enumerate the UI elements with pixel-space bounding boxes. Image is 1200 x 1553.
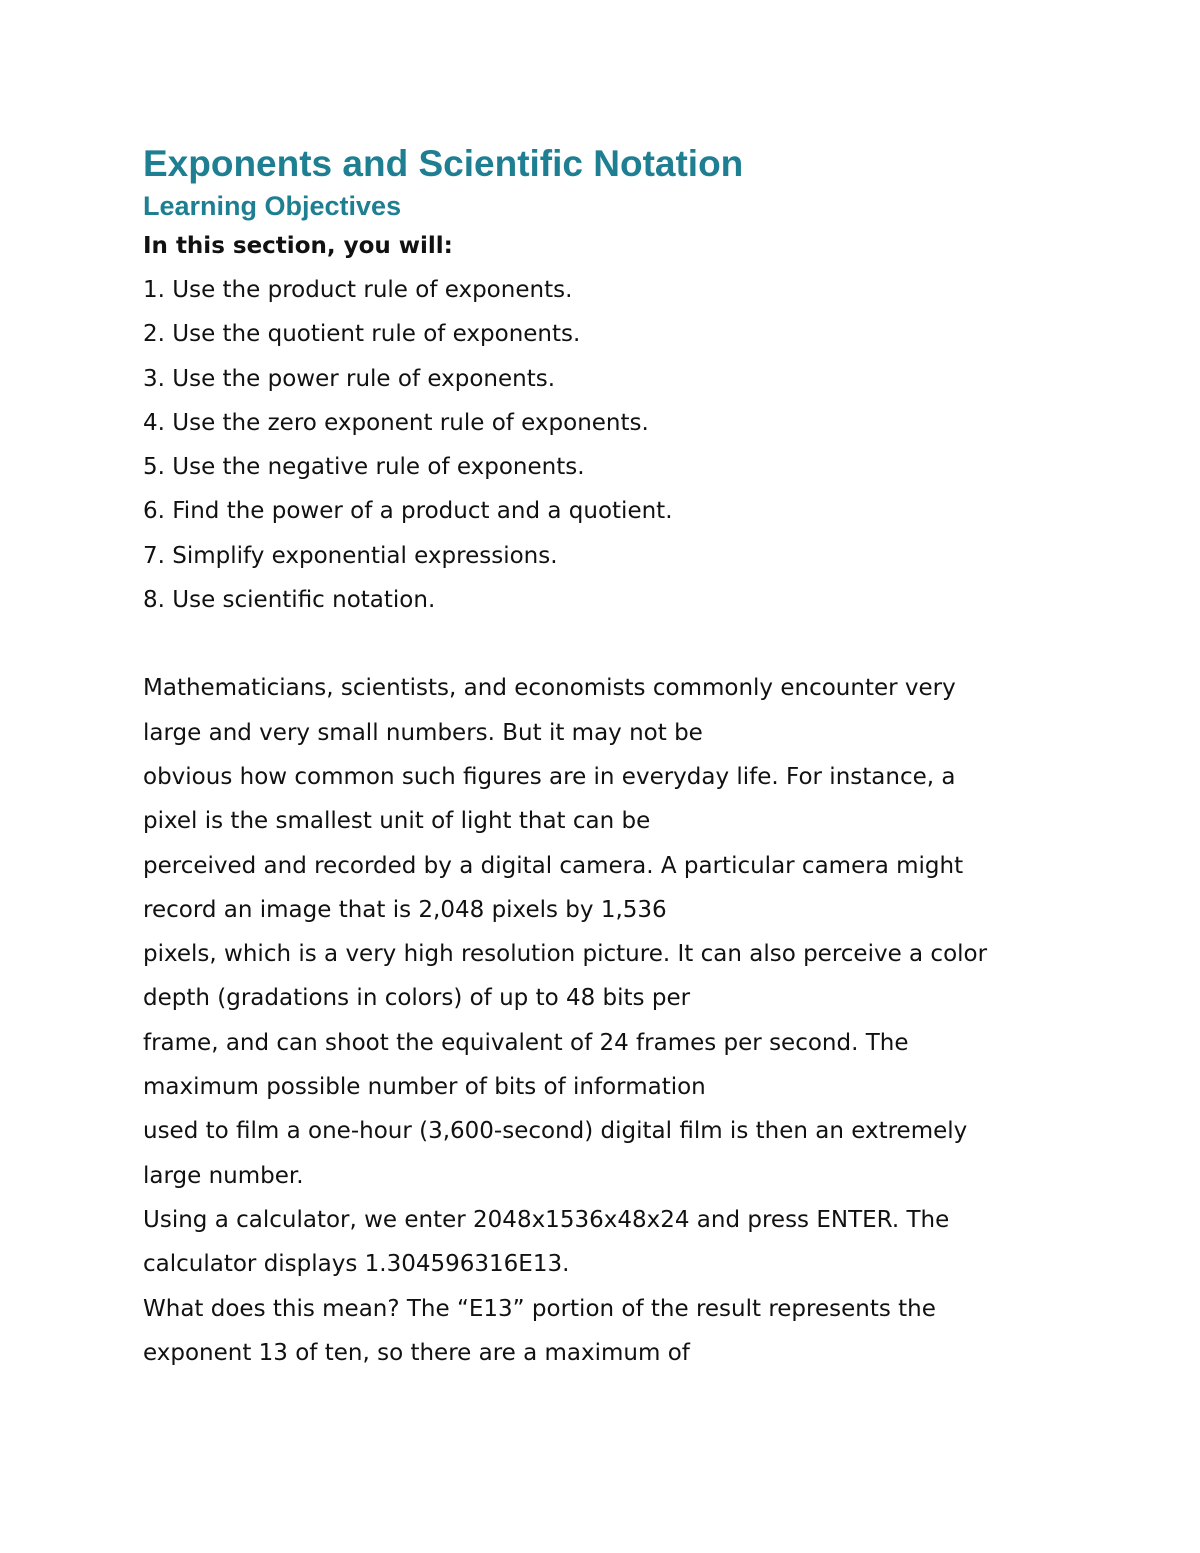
- objective-item: 4. Use the zero exponent rule of exponents.: [143, 409, 649, 436]
- objective-item: 8. Use scientific notation.: [143, 587, 436, 614]
- paragraph-line: perceived and recorded by a digital camera. A particular camera might: [143, 852, 964, 879]
- paragraph-line: obvious how common such figures are in everyday life. For instance, a: [143, 763, 956, 790]
- paragraph-line: exponent 13 of ten, so there are a maximum of: [143, 1339, 690, 1366]
- objective-item: 5. Use the negative rule of exponents.: [143, 454, 585, 481]
- document-content: [143, 140, 1043, 1375]
- paragraph-line: Using a calculator, we enter 2048x1536x48x24 and press ENTER. The: [143, 1206, 950, 1233]
- paragraph-line: calculator displays 1.304596316E13.: [143, 1251, 570, 1278]
- paragraph-line: record an image that is 2,048 pixels by 1,536: [143, 896, 667, 923]
- paragraph-line: large number.: [143, 1162, 304, 1189]
- paragraph-line: depth (gradations in colors) of up to 48 bits per: [143, 985, 691, 1012]
- paragraph-line: What does this mean? The “E13” portion of the result represents the: [143, 1295, 936, 1322]
- section-subtitle: Learning Objectives: [143, 191, 402, 221]
- objective-item: 1. Use the product rule of exponents.: [143, 277, 573, 303]
- paragraph-line: used to film a one-hour (3,600-second) digital film is then an extremely: [143, 1118, 968, 1145]
- paragraph-line: Mathematicians, scientists, and economists commonly encounter very: [143, 675, 956, 702]
- objective-item: 6. Find the power of a product and a quotient.: [143, 498, 673, 525]
- paragraph-line: pixels, which is a very high resolution picture. It can also perceive a color: [143, 941, 988, 968]
- paragraph-line: maximum possible number of bits of information: [143, 1074, 706, 1101]
- objectives-intro: In this section, you will:: [143, 233, 453, 259]
- paragraph-line: pixel is the smallest unit of light that can be: [143, 808, 651, 835]
- body-paragraph: [143, 666, 1043, 1375]
- paragraph-line: large and very small numbers. But it may not be: [143, 719, 703, 746]
- page-title: Exponents and Scientific Notation: [143, 143, 744, 184]
- objective-item: 2. Use the quotient rule of exponents.: [143, 321, 581, 348]
- paragraph-line: frame, and can shoot the equivalent of 24 frames per second. The: [143, 1029, 909, 1056]
- objective-item: 3. Use the power rule of exponents.: [143, 365, 556, 392]
- paragraph-spacer: [143, 622, 1043, 666]
- objective-item: 7. Simplify exponential expressions.: [143, 542, 558, 569]
- objectives-list: [143, 268, 1043, 622]
